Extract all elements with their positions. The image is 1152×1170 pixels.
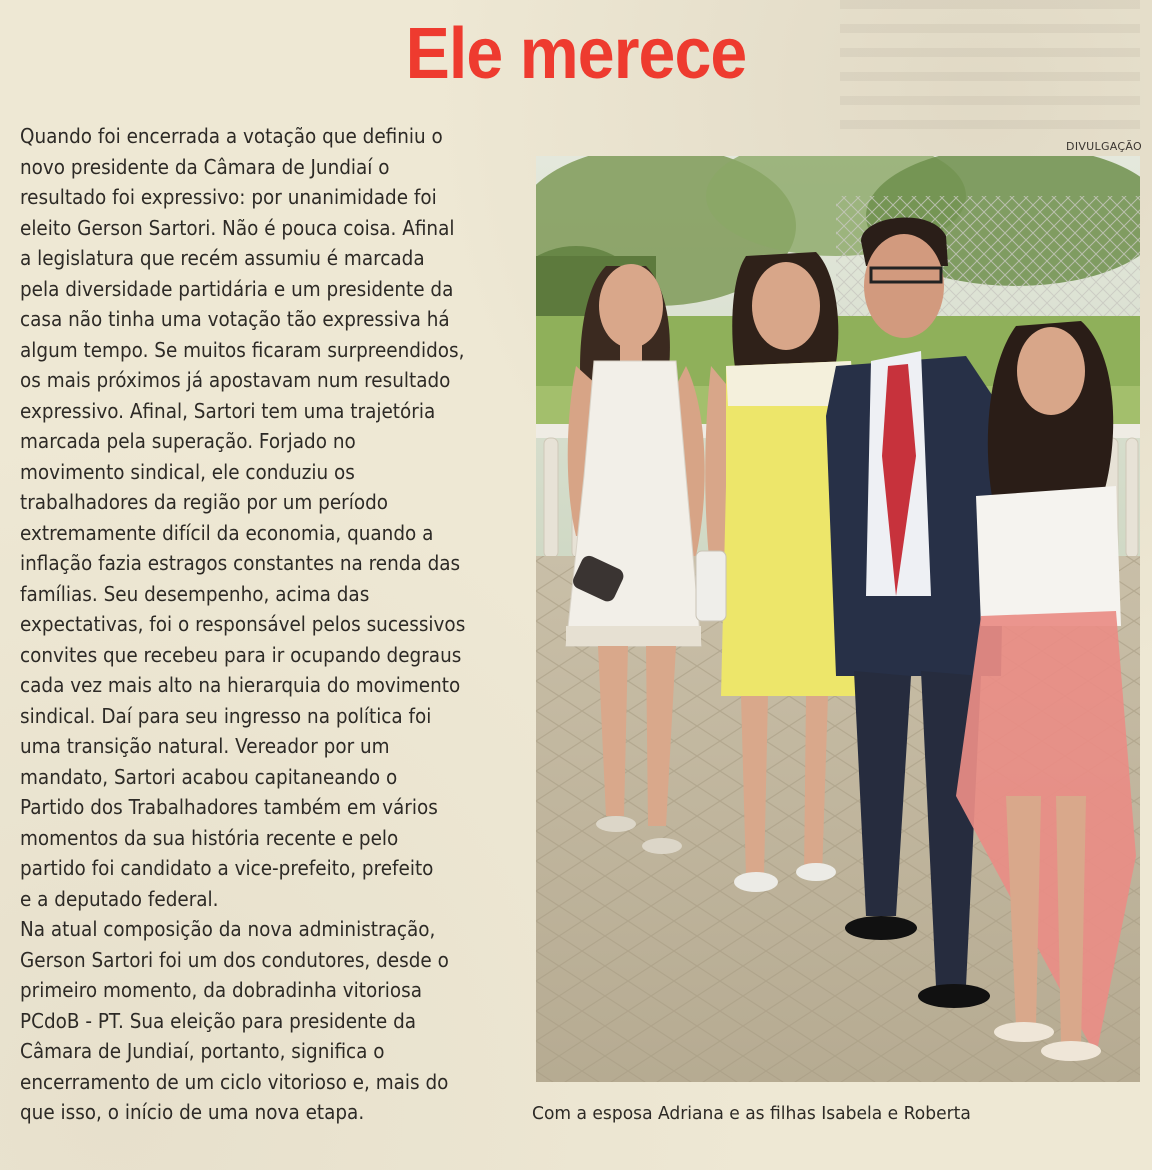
body-line: casa não tinha uma votação tão expressiva há — [20, 307, 450, 331]
body-line: expectativas, foi o responsável pelos sucessivos — [20, 612, 466, 636]
body-line: convites que recebeu para ir ocupando degraus — [20, 642, 462, 667]
body-line: eleito Gerson Sartori. Não é pouca coisa. Afinal — [20, 215, 455, 240]
body-line: trabalhadores da região por um período — [20, 490, 389, 514]
photo-caption: Com a esposa Adriana e as filhas Isabela e Roberta — [532, 1103, 971, 1124]
body-line: cada vez mais alto na hierarquia do movimento — [20, 673, 461, 697]
body-line: PCdoB - PT. Sua eleição para presidente da — [20, 1008, 417, 1033]
photo-credit: DIVULGAÇÃO — [1066, 140, 1142, 153]
body-line: sindical. Daí para seu ingresso na política foi — [20, 703, 432, 728]
body-line: Quando foi encerrada a votação que definiu o — [20, 124, 443, 148]
body-line: primeiro momento, da dobradinha vitoriosa — [20, 978, 423, 1002]
body-line: movimento sindical, ele conduziu os — [20, 459, 355, 484]
body-line: pela diversidade partidária e um presidente da — [20, 276, 454, 301]
body-line: inflação fazia estragos constantes na renda das — [20, 551, 461, 575]
body-line: famílias. Seu desempenho, acima das — [20, 581, 370, 606]
body-line: Partido dos Trabalhadores também em vários — [20, 795, 438, 819]
body-line: Gerson Sartori foi um dos condutores, desde o — [20, 947, 449, 972]
body-line: Câmara de Jundiaí, portanto, significa o — [20, 1039, 385, 1063]
body-line: expressivo. Afinal, Sartori tem uma trajetória — [20, 398, 436, 423]
body-line: mandato, Sartori acabou capitaneando o — [20, 764, 398, 789]
body-line: momentos da sua história recente e pelo — [20, 825, 399, 850]
article-body — [20, 121, 540, 1128]
family-photo — [536, 156, 1140, 1082]
body-line: novo presidente da Câmara de Jundiaí o — [20, 154, 390, 179]
body-line: resultado foi expressivo: por unanimidade foi — [20, 185, 437, 209]
body-line: extremamente difícil da economia, quando a — [20, 520, 434, 545]
body-line: algum tempo. Se muitos ficaram surpreendidos, — [20, 337, 465, 362]
body-line: e a deputado federal. — [20, 886, 219, 911]
body-line: partido foi candidato a vice-prefeito, prefeito — [20, 856, 434, 880]
body-line: Na atual composição da nova administração, — [20, 917, 436, 941]
body-line: a legislatura que recém assumiu é marcada — [20, 246, 425, 270]
headline: Ele merece — [405, 14, 747, 94]
family-photo-illustration — [536, 156, 1140, 1082]
body-line: uma transição natural. Vereador por um — [20, 734, 390, 758]
body-line: encerramento de um ciclo vitorioso e, mais do — [20, 1069, 449, 1094]
body-line: os mais próximos já apostavam num resultado — [20, 368, 451, 392]
body-line: que isso, o início de uma nova etapa. — [20, 1100, 365, 1124]
body-line: marcada pela superação. Forjado no — [20, 429, 356, 453]
